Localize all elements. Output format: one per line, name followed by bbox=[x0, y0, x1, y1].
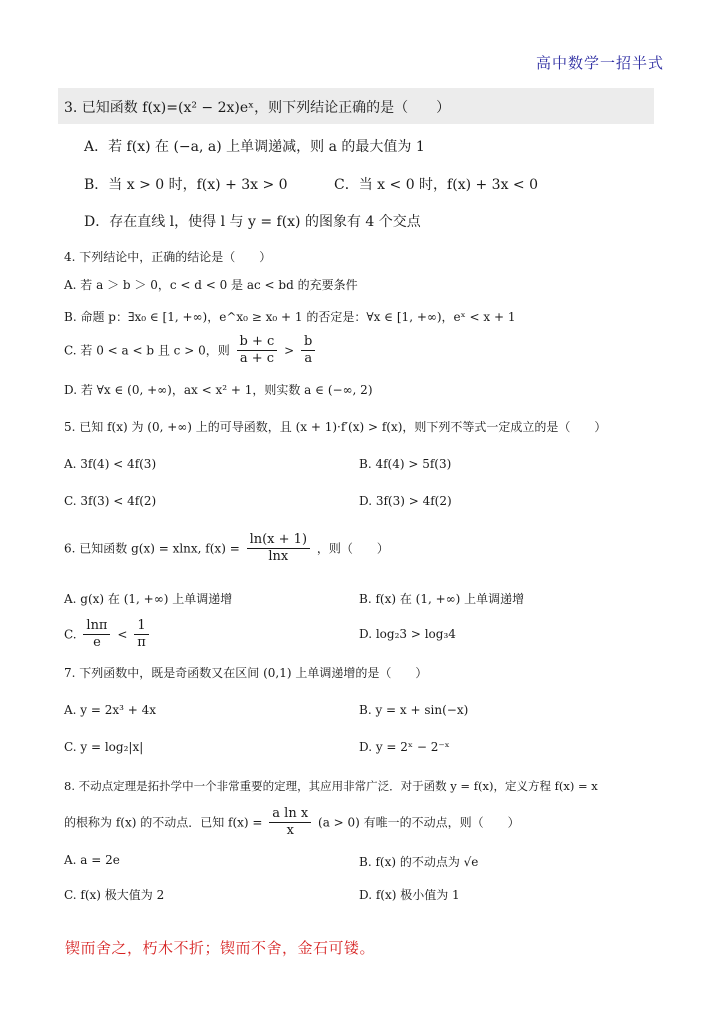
question-8-option-a: A. a = 2e bbox=[64, 853, 120, 867]
question-3-option-c: C．当 x < 0 时，f(x) + 3x < 0 bbox=[334, 177, 539, 193]
question-7-option-c: C. y = log₂|x| bbox=[64, 740, 144, 754]
question-5-option-c: C. 3f(3) < 4f(2) bbox=[64, 494, 157, 508]
question-6-stem: 6. 已知函数 g(x) = xlnx, f(x) = $\frac{\ln(x + 1)}{\ln x}$ ，则（ ） bbox=[64, 532, 389, 565]
question-5-option-a: A. 3f(4) < 4f(3) bbox=[64, 457, 157, 471]
footer-motto: 锲而舍之，朽木不折；锲而不舍，金石可镂。 bbox=[65, 939, 376, 957]
question-3-option-d: D．存在直线 l，使得 l 与 y = f(x) 的图象有 4 个交点 bbox=[84, 214, 421, 230]
question-4-option-a: A. 若 a ＞ b ＞ 0，c < d < 0 是 ac < bd 的充要条件 bbox=[64, 278, 358, 292]
fraction: $\frac{b + c}{a + c}$ bbox=[237, 334, 278, 368]
question-6-option-c: C. $\frac{\ln\pi}{e}$ < $\frac{1}{\pi}$ bbox=[64, 618, 152, 652]
page-header-title: 高中数学一招半式 bbox=[535, 54, 664, 72]
question-8-option-b: B. f(x) 的不动点为 √e bbox=[359, 855, 479, 869]
question-7-stem: 7. 下列函数中，既是奇函数又在区间 (0,1) 上单调递增的是（ ） bbox=[64, 666, 428, 680]
question-3-option-b: B．当 x > 0 时，f(x) + 3x > 0 bbox=[84, 177, 288, 193]
fraction: $\frac{b}{a}$ bbox=[301, 334, 315, 368]
fraction: $\frac{\ln(x + 1)}{\ln x}$ bbox=[247, 532, 310, 566]
question-5-stem: 5. 已知 f(x) 为 (0, +∞) 上的可导函数，且 (x + 1)·f′(x) > f(x)，则下列不等式一定成立的是（ ） bbox=[64, 420, 607, 434]
question-3-option-a: A．若 f(x) 在 (−a, a) 上单调递减，则 a 的最大值为 1 bbox=[84, 139, 425, 155]
question-5-option-b: B. 4f(4) > 5f(3) bbox=[359, 457, 452, 471]
question-3-stem: 3. 已知函数 f(x)=(x² − 2x)eˣ，则下列结论正确的是（ ） bbox=[64, 100, 451, 116]
question-6-option-b: B. f(x) 在 (1, +∞) 上单调递增 bbox=[359, 592, 525, 606]
question-8-stem-line-1: 8. 不动点定理是拓扑学中一个非常重要的定理，其应用非常广泛．对于函数 y = f(x)，定义方程 f(x) = x bbox=[64, 779, 598, 793]
question-4-option-c: C. 若 0 < a < b 且 c > 0，则 $\frac{b + c}{a + c}$ > $\frac{b}{a}$ bbox=[64, 334, 318, 368]
question-4-option-b: B. 命题 p：∃x₀ ∈ [1, +∞)，e^x₀ ≥ x₀ + 1 的否定是：∀x ∈ [1, +∞)，eˣ < x + 1 bbox=[64, 310, 516, 324]
question-8-option-d: D. f(x) 极小值为 1 bbox=[359, 888, 460, 902]
question-5-option-d: D. 3f(3) > 4f(2) bbox=[359, 494, 452, 508]
question-8-option-c: C. f(x) 极大值为 2 bbox=[64, 888, 165, 902]
fraction: $\frac{\text{a ln x}}{x}$ bbox=[269, 806, 311, 840]
question-7-option-b: B. y = x + sin(−x) bbox=[359, 703, 469, 717]
question-6-option-a: A. g(x) 在 (1, +∞) 上单调递增 bbox=[64, 592, 233, 606]
question-7-option-a: A. y = 2x³ + 4x bbox=[64, 703, 157, 717]
question-7-option-d: D. y = 2ˣ − 2⁻ˣ bbox=[359, 740, 450, 754]
question-8-stem-line-2: 的根称为 f(x) 的不动点．已知 f(x) = $\frac{\text{a ln x}}{x}$ (a > 0) 有唯一的不动点，则（ ） bbox=[64, 806, 520, 839]
question-4-option-d: D. 若 ∀x ∈ (0, +∞)，ax < x² + 1，则实数 a ∈ (−∞, 2) bbox=[64, 383, 373, 397]
question-4-stem: 4. 下列结论中，正确的结论是（ ） bbox=[64, 250, 272, 264]
fraction: $\frac{\ln\pi}{e}$ bbox=[83, 618, 110, 652]
fraction: $\frac{1}{\pi}$ bbox=[134, 618, 149, 652]
question-6-option-d: D. log₂3 > log₃4 bbox=[359, 627, 456, 641]
